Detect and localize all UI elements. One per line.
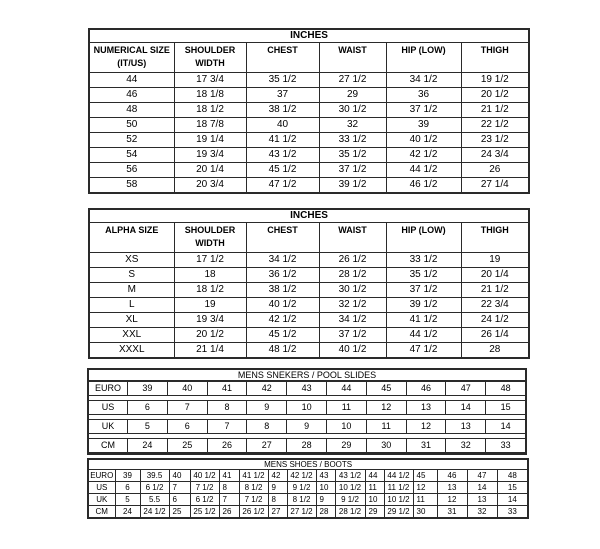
size-cell: 8 [246, 420, 286, 433]
size-cell: 11 [365, 482, 384, 494]
size-cell: 47 [467, 470, 497, 482]
size-cell: 25 1/2 [190, 506, 219, 519]
size-cell: 6 [167, 420, 207, 433]
size-cell: 19 [461, 253, 529, 268]
size-cell: 18 1/2 [174, 283, 246, 298]
column-header: SHOULDER WIDTH [174, 43, 246, 73]
size-cell: 32 [319, 118, 386, 133]
size-cell: 19 1/4 [174, 133, 246, 148]
table-row [88, 419, 526, 434]
row-label-cell: CM [101, 440, 115, 450]
size-cell: 40 1/2 [246, 298, 319, 313]
size-cell: 10 [326, 420, 366, 433]
row-label-cell: M [89, 283, 174, 298]
size-cell: 5 [127, 420, 167, 433]
size-cell: 40 [246, 118, 319, 133]
table-row [88, 494, 528, 506]
size-cell: 41 1/2 [246, 133, 319, 148]
size-cell: 29 [326, 439, 366, 452]
table-row [88, 381, 526, 396]
size-cell: 31 [406, 439, 446, 452]
size-cell: 13 [437, 482, 467, 494]
size-cell: 47 1/2 [246, 178, 319, 194]
size-cell: 45 [413, 470, 437, 482]
size-cell: 18 7/8 [174, 118, 246, 133]
size-cell: 7 [169, 482, 190, 494]
size-cell: 26 [207, 439, 247, 452]
row-label-cell: S [89, 268, 174, 283]
row-label-cell: US [101, 402, 115, 412]
size-cell: 21 1/2 [461, 103, 529, 118]
size-cell: 11 1/2 [384, 482, 413, 494]
size-cell: 7 1/2 [190, 482, 219, 494]
column-header: CHEST [246, 223, 319, 253]
alpha-size-table [88, 208, 530, 359]
size-cell: 38 1/2 [246, 283, 319, 298]
size-cell: 27 1/2 [287, 506, 316, 519]
size-cell: 46 [437, 470, 467, 482]
size-cell: 33 1/2 [386, 253, 461, 268]
size-cell: 26 1/2 [319, 253, 386, 268]
table-title-row [89, 29, 529, 43]
size-cell: 44 1/2 [386, 328, 461, 343]
size-cell: 45 [366, 382, 406, 395]
size-cell: 22 1/2 [461, 118, 529, 133]
size-cell: 48 1/2 [246, 343, 319, 359]
size-cell: 11 [366, 420, 406, 433]
size-cell: 25 [169, 506, 190, 519]
row-label-cell: EURO [88, 470, 115, 482]
size-cell: 39 1/2 [319, 178, 386, 194]
size-cell: 30 1/2 [319, 103, 386, 118]
size-cell: 13 [445, 420, 485, 433]
row-label-cell: XXL [89, 328, 174, 343]
size-cell: 40 1/2 [319, 343, 386, 359]
table-title: MENS SHOES / BOOTS [88, 459, 528, 470]
table-row [89, 298, 529, 313]
size-cell: 28 [461, 343, 529, 359]
size-cell: 24 [115, 506, 140, 519]
size-cell: 8 [268, 494, 287, 506]
size-cell: 30 [366, 439, 406, 452]
size-cell: 36 [386, 88, 461, 103]
size-cell: 10 [286, 401, 326, 414]
row-label-cell: CM [88, 506, 115, 519]
size-cell: 7 1/2 [239, 494, 268, 506]
size-cell: 44 1/2 [386, 163, 461, 178]
table-header-row [89, 223, 529, 253]
table-row [89, 283, 529, 298]
size-cell: 29 1/2 [384, 506, 413, 519]
size-cell: 44 1/2 [384, 470, 413, 482]
size-cell: 27 [268, 506, 287, 519]
table-row [88, 506, 528, 519]
size-cell: 6 1/2 [190, 494, 219, 506]
size-cell: 24 1/2 [140, 506, 169, 519]
table-title-row [88, 459, 528, 470]
table-title: INCHES [89, 29, 529, 43]
size-cell: 21 1/4 [174, 343, 246, 359]
size-cell: 43 1/2 [246, 148, 319, 163]
size-cell: 5 [115, 494, 140, 506]
size-cell: 9 [246, 401, 286, 414]
size-cell: 19 3/4 [174, 148, 246, 163]
size-cell: 24 3/4 [461, 148, 529, 163]
size-cell: 28 1/2 [335, 506, 365, 519]
size-cell: 39.5 [140, 470, 169, 482]
size-cell: 27 [246, 439, 286, 452]
size-cell: 39 1/2 [386, 298, 461, 313]
size-cell: 9 [286, 420, 326, 433]
size-cell: 10 [365, 494, 384, 506]
size-cell: 42 1/2 [246, 313, 319, 328]
row-label-cell: 50 [89, 118, 174, 133]
row-label-cell: 46 [89, 88, 174, 103]
column-header: HIP (LOW) [386, 223, 461, 253]
size-cell: 39 [127, 382, 167, 395]
size-cell: 45 1/2 [246, 328, 319, 343]
size-cell: 39 [115, 470, 140, 482]
size-cell: 46 1/2 [386, 178, 461, 194]
size-cell: 17 3/4 [174, 73, 246, 88]
size-cell: 41 1/2 [386, 313, 461, 328]
column-header: ALPHA SIZE [89, 223, 174, 253]
size-cell: 19 1/2 [461, 73, 529, 88]
size-cell: 32 [445, 439, 485, 452]
size-cell: 34 1/2 [319, 313, 386, 328]
size-cell: 40 [169, 470, 190, 482]
size-cell: 12 [366, 401, 406, 414]
size-cell: 12 [413, 482, 437, 494]
size-cell: 12 [406, 420, 446, 433]
size-cell: 32 [467, 506, 497, 519]
size-cell: 28 [316, 506, 335, 519]
table-row [88, 400, 526, 415]
size-cell: 9 1/2 [287, 482, 316, 494]
size-cell: 14 [497, 494, 528, 506]
size-cell: 20 1/2 [174, 328, 246, 343]
size-cell: 47 [445, 382, 485, 395]
size-cell: 43 [286, 382, 326, 395]
size-cell: 48 [485, 382, 525, 395]
size-cell: 28 [286, 439, 326, 452]
size-cell: 10 1/2 [335, 482, 365, 494]
row-label-cell: 44 [89, 73, 174, 88]
table-title: MENS SNEKERS / POOL SLIDES [89, 370, 525, 381]
size-cell: 40 1/2 [386, 133, 461, 148]
size-cell: 46 [406, 382, 446, 395]
size-cell: 32 1/2 [319, 298, 386, 313]
size-cell: 28 1/2 [319, 268, 386, 283]
row-label-cell: UK [101, 421, 115, 431]
size-cell: 8 [207, 401, 247, 414]
size-cell: 38 1/2 [246, 103, 319, 118]
table-row [89, 328, 529, 343]
table-row [89, 313, 529, 328]
table-header-row [89, 43, 529, 73]
size-cell: 33 [485, 439, 525, 452]
size-cell: 18 1/8 [174, 88, 246, 103]
table-row [89, 148, 529, 163]
size-cell: 27 1/4 [461, 178, 529, 194]
table-row [89, 118, 529, 133]
size-cell: 14 [485, 420, 525, 433]
size-cell: 15 [497, 482, 528, 494]
size-cell: 43 [316, 470, 335, 482]
column-header: WAIST [319, 43, 386, 73]
size-cell: 19 3/4 [174, 313, 246, 328]
size-cell: 14 [467, 482, 497, 494]
size-cell: 8 1/2 [287, 494, 316, 506]
size-cell: 10 1/2 [384, 494, 413, 506]
table-row [89, 88, 529, 103]
size-cell: 42 1/2 [386, 148, 461, 163]
row-label-cell: L [89, 298, 174, 313]
size-cell: 23 1/2 [461, 133, 529, 148]
size-cell: 11 [413, 494, 437, 506]
size-cell: 41 1/2 [239, 470, 268, 482]
size-cell: 40 1/2 [190, 470, 219, 482]
size-cell: 15 [485, 401, 525, 414]
column-header: SHOULDER WIDTH [174, 223, 246, 253]
table-row [89, 133, 529, 148]
shoes-size-table [87, 458, 529, 519]
size-cell: 41 [207, 382, 247, 395]
table-row [89, 343, 529, 359]
size-cell: 35 1/2 [386, 268, 461, 283]
size-cell: 44 [365, 470, 384, 482]
sneakers-rows [89, 381, 525, 453]
size-cell: 44 [326, 382, 366, 395]
size-cell: 13 [406, 401, 446, 414]
size-cell: 21 1/2 [461, 283, 529, 298]
size-cell: 34 1/2 [386, 73, 461, 88]
size-cell: 9 1/2 [335, 494, 365, 506]
numerical-size-table [88, 28, 530, 194]
size-cell: 9 [316, 494, 335, 506]
size-cell: 40 [167, 382, 207, 395]
size-cell: 41 [219, 470, 239, 482]
row-label-cell: 58 [89, 178, 174, 194]
size-cell: 26 [461, 163, 529, 178]
size-cell: 33 1/2 [319, 133, 386, 148]
size-cell: 24 1/2 [461, 313, 529, 328]
size-cell: 14 [445, 401, 485, 414]
size-cell: 34 1/2 [246, 253, 319, 268]
column-header: HIP (LOW) [386, 43, 461, 73]
size-cell: 24 [127, 439, 167, 452]
size-cell: 19 [174, 298, 246, 313]
size-cell: 7 [167, 401, 207, 414]
size-cell: 31 [437, 506, 467, 519]
size-cell: 26 1/4 [461, 328, 529, 343]
size-cell: 6 [127, 401, 167, 414]
size-cell: 26 [219, 506, 239, 519]
size-cell: 6 1/2 [140, 482, 169, 494]
size-cell: 20 1/4 [174, 163, 246, 178]
size-cell: 8 1/2 [239, 482, 268, 494]
table-row [89, 103, 529, 118]
column-header: THIGH [461, 43, 529, 73]
row-label-cell: 54 [89, 148, 174, 163]
size-cell: 13 [467, 494, 497, 506]
column-header: THIGH [461, 223, 529, 253]
size-cell: 7 [219, 494, 239, 506]
size-cell: 10 [316, 482, 335, 494]
size-cell: 12 [437, 494, 467, 506]
size-cell: 27 1/2 [319, 73, 386, 88]
column-header: CHEST [246, 43, 319, 73]
row-label-cell: 52 [89, 133, 174, 148]
row-label-cell: XXXL [89, 343, 174, 359]
size-cell: 29 [319, 88, 386, 103]
row-label-cell: 48 [89, 103, 174, 118]
row-label-cell: 56 [89, 163, 174, 178]
size-cell: 37 1/2 [386, 103, 461, 118]
size-cell: 9 [268, 482, 287, 494]
size-cell: 22 3/4 [461, 298, 529, 313]
size-cell: 37 1/2 [319, 163, 386, 178]
size-cell: 42 [268, 470, 287, 482]
size-cell: 7 [207, 420, 247, 433]
table-row [89, 178, 529, 194]
size-cell: 30 1/2 [319, 283, 386, 298]
size-cell: 35 1/2 [246, 73, 319, 88]
size-cell: 39 [386, 118, 461, 133]
column-header: WAIST [319, 223, 386, 253]
size-cell: 18 [174, 268, 246, 283]
size-cell: 36 1/2 [246, 268, 319, 283]
size-cell: 42 1/2 [287, 470, 316, 482]
row-label-cell: US [88, 482, 115, 494]
size-cell: 5.5 [140, 494, 169, 506]
size-cell: 20 1/4 [461, 268, 529, 283]
size-cell: 37 [246, 88, 319, 103]
size-cell: 8 [219, 482, 239, 494]
size-cell: 29 [365, 506, 384, 519]
table-row [89, 73, 529, 88]
column-header: NUMERICAL SIZE (IT/US) [89, 43, 174, 73]
size-cell: 25 [167, 439, 207, 452]
table-row [88, 470, 528, 482]
size-cell: 18 1/2 [174, 103, 246, 118]
table-row [89, 268, 529, 283]
table-row [88, 482, 528, 494]
table-row [88, 438, 526, 453]
sneakers-size-table [87, 368, 527, 455]
size-cell: 35 1/2 [319, 148, 386, 163]
size-cell: 20 3/4 [174, 178, 246, 194]
table-title-row [89, 209, 529, 223]
size-cell: 6 [169, 494, 190, 506]
size-cell: 48 [497, 470, 528, 482]
size-cell: 45 1/2 [246, 163, 319, 178]
size-cell: 33 [497, 506, 528, 519]
row-label-cell: EURO [94, 383, 121, 393]
size-cell: 47 1/2 [386, 343, 461, 359]
size-cell: 26 1/2 [239, 506, 268, 519]
size-cell: 37 1/2 [319, 328, 386, 343]
table-row [89, 253, 529, 268]
row-label-cell: XS [89, 253, 174, 268]
row-label-cell: XL [89, 313, 174, 328]
size-cell: 20 1/2 [461, 88, 529, 103]
size-cell: 42 [246, 382, 286, 395]
size-cell: 37 1/2 [386, 283, 461, 298]
size-cell: 11 [326, 401, 366, 414]
size-cell: 43 1/2 [335, 470, 365, 482]
table-title: INCHES [89, 209, 529, 223]
row-label-cell: UK [88, 494, 115, 506]
table-row [89, 163, 529, 178]
size-cell: 17 1/2 [174, 253, 246, 268]
size-cell: 30 [413, 506, 437, 519]
size-cell: 6 [115, 482, 140, 494]
